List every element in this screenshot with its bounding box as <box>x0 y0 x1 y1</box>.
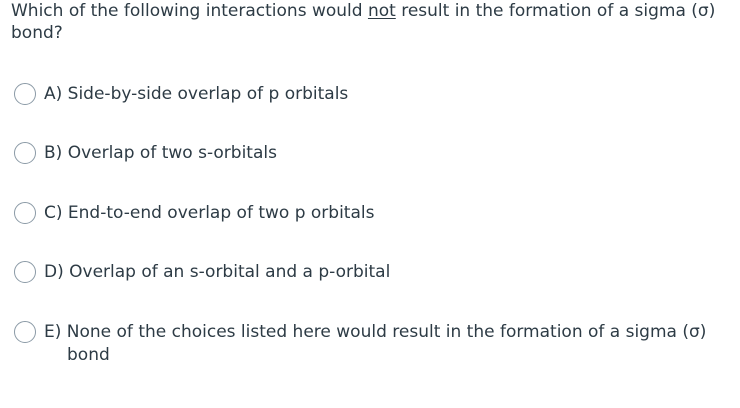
radio-button-e[interactable] <box>14 321 36 343</box>
option-d[interactable] <box>14 261 390 284</box>
question-prefix: Which of the following interactions would <box>11 1 368 21</box>
option-a[interactable] <box>14 83 348 106</box>
option-e-label[interactable]: E) None of the choices listed here would result in the formation of a sigma (σ) bond <box>44 322 707 365</box>
option-e[interactable] <box>14 321 724 367</box>
radio-button-b[interactable] <box>14 142 36 164</box>
option-b-label[interactable]: B) Overlap of two s-orbitals <box>44 143 277 163</box>
option-c[interactable] <box>14 202 374 225</box>
question-suffix: result in the formation of a sigma (σ) bond? <box>11 1 716 43</box>
question-text <box>11 0 731 44</box>
option-c-label[interactable]: C) End-to-end overlap of two p orbitals <box>44 203 375 223</box>
question-emphasis: not <box>367 1 396 21</box>
radio-button-a[interactable] <box>14 83 36 105</box>
option-b[interactable] <box>14 142 277 165</box>
radio-button-c[interactable] <box>14 202 36 224</box>
option-e-label-wrap[interactable] <box>44 321 724 367</box>
option-a-label[interactable]: A) Side-by-side overlap of p orbitals <box>44 84 349 104</box>
radio-button-d[interactable] <box>14 261 36 283</box>
option-d-label[interactable]: D) Overlap of an s-orbital and a p-orbital <box>44 262 391 282</box>
